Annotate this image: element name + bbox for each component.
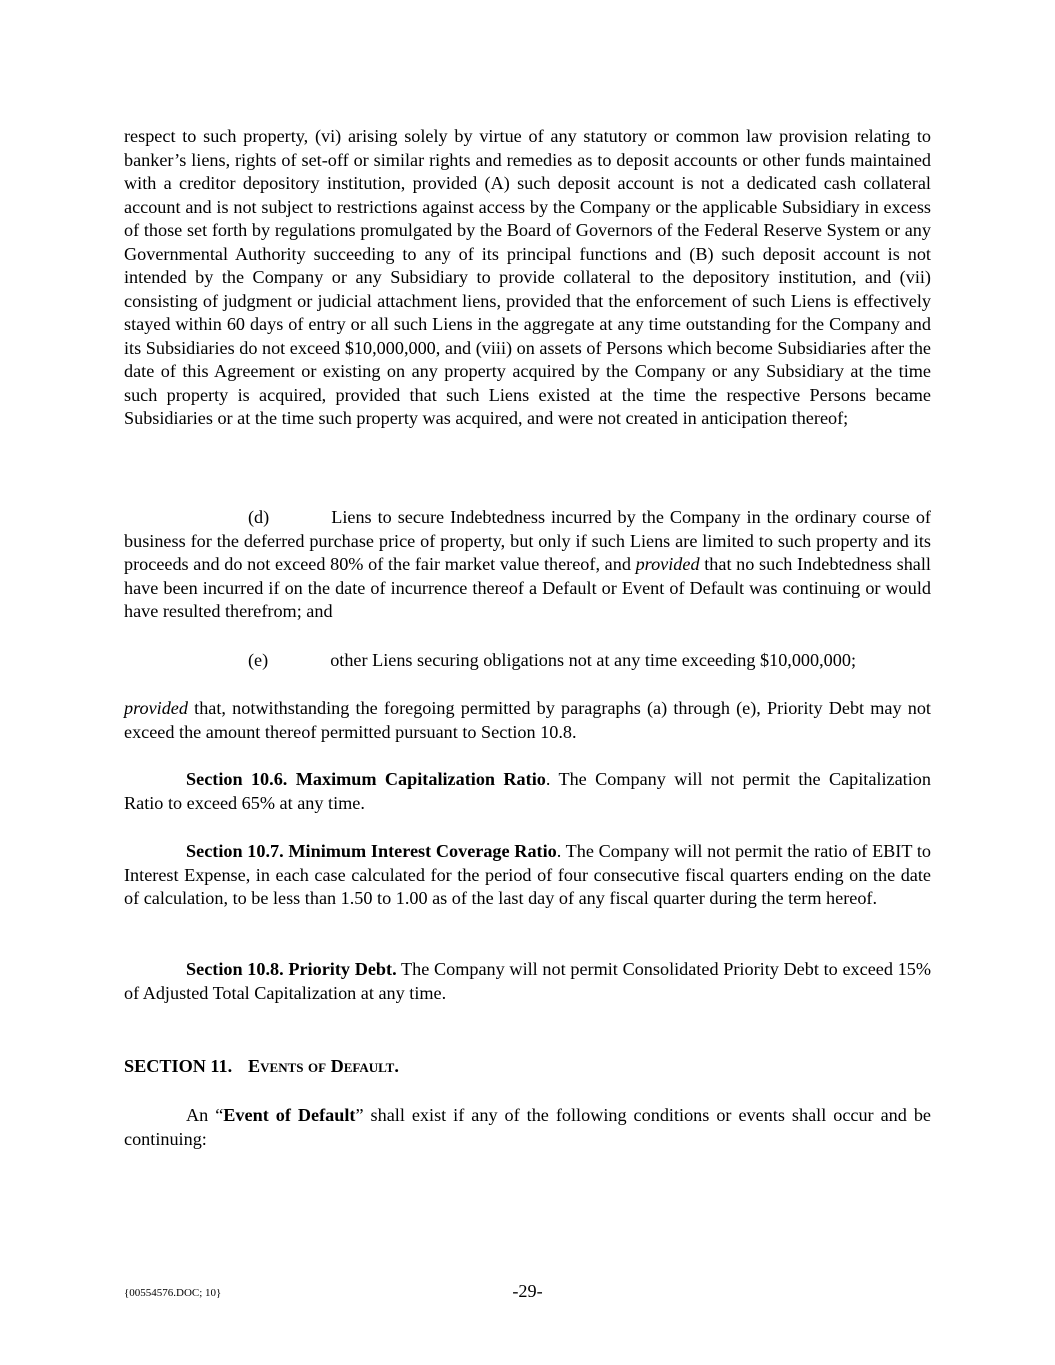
paragraph-item-e <box>248 649 931 673</box>
section-10-6-text: . The Company will not permit the Capitalization Ratio to exceed 65% at any time. <box>124 769 931 813</box>
eod-defined-term: Event of Default <box>223 1105 356 1125</box>
section-11-title: Events of Default. <box>248 1056 399 1076</box>
eod-text-before: An “ <box>186 1105 224 1125</box>
item-e-text: other Liens securing obligations not at any time exceeding $10,000,000; <box>330 650 856 670</box>
section-11-number: SECTION 11. <box>124 1056 233 1076</box>
item-d-italic: provided <box>635 554 700 574</box>
proviso-italic: provided <box>124 698 188 718</box>
footer-doc-id: {00554576.DOC; 10} <box>124 1287 222 1299</box>
item-d-text-after: that no such Indebtedness shall have been incurred if on the date of incurrence thereof a Default or Event of Default was continuing or would have resulted therefrom; and <box>124 554 931 621</box>
continuation-paragraph: respect to such property, (vi) arising solely by virtue of any statutory or common law provision relating to banker’s liens, rights of set-off or similar rights and remedies as to deposit accounts or other funds maintained with a creditor depository institution, provided (A) such deposit account is not a dedicated cash collateral account and is not subject to restrictions against access by the Company or the applicable Subsidiary in excess of those set forth by regulations promulgated by the Board of Governors of the Federal Reserve System or any Governmental Authority succeeding to any of its principal functions and (B) such deposit account is not intended by the Company or any Subsidiary to provide collateral to the depository institution, and (vii) consisting of judgment or judicial attachment liens, provided that the enforcement of such Liens is effectively stayed within 60 days of entry or all such Liens in the aggregate at any time outstanding for the Company and its Subsidiaries do not exceed $10,000,000, and (viii) on assets of Persons which become Subsidiaries after the date of this Agreement or existing on any property acquired by the Company or any Subsidiary at the time such property is acquired, provided that such Liens existed at the time the respective Persons became Subsidiaries or at the time such property was acquired, and were not created in anticipation thereof; <box>124 126 931 428</box>
proviso-text: that, notwithstanding the foregoing permitted by paragraphs (a) through (e), Priority Debt may not exceed the amount thereof permitted pursuant to Section 10.8. <box>124 698 931 742</box>
section-10-6-heading: Section 10.6. Maximum Capitalization Ratio <box>186 769 546 789</box>
item-d-label: (d) <box>248 507 270 527</box>
item-e-label: (e) <box>248 650 269 670</box>
section-10-6 <box>124 768 931 815</box>
section-10-7 <box>124 840 931 911</box>
section-10-7-heading: Section 10.7. Minimum Interest Coverage Ratio <box>186 841 557 861</box>
section-11-heading <box>124 1055 931 1079</box>
proviso-paragraph <box>124 697 931 744</box>
eod-text-after: ” shall exist if any of the following conditions or events shall occur and be continuing: <box>124 1105 932 1149</box>
section-10-8-heading: Section 10.8. Priority Debt. <box>186 959 397 979</box>
section-10-7-text: . The Company will not permit the ratio of EBIT to Interest Expense, in each case calculated for the period of four consecutive fiscal quarters ending on the date of calculation, to be less than 1.50 to 1.00 as of the last day of any fiscal quarter during the term hereof. <box>124 841 932 908</box>
paragraph-item-d <box>124 506 931 624</box>
section-10-8 <box>124 958 931 1005</box>
page-number: -29- <box>512 1281 543 1301</box>
event-of-default-paragraph <box>124 1104 931 1151</box>
section-10-8-text: The Company will not permit Consolidated Priority Debt to exceed 15% of Adjusted Total Capitalization at any time. <box>124 959 931 1003</box>
item-d-text: Liens to secure Indebtedness incurred by the Company in the ordinary course of business for the deferred purchase price of property, but only if such Liens are limited to such property and its proceeds and do not exceed 80% of the fair market value thereof, and <box>124 507 931 574</box>
